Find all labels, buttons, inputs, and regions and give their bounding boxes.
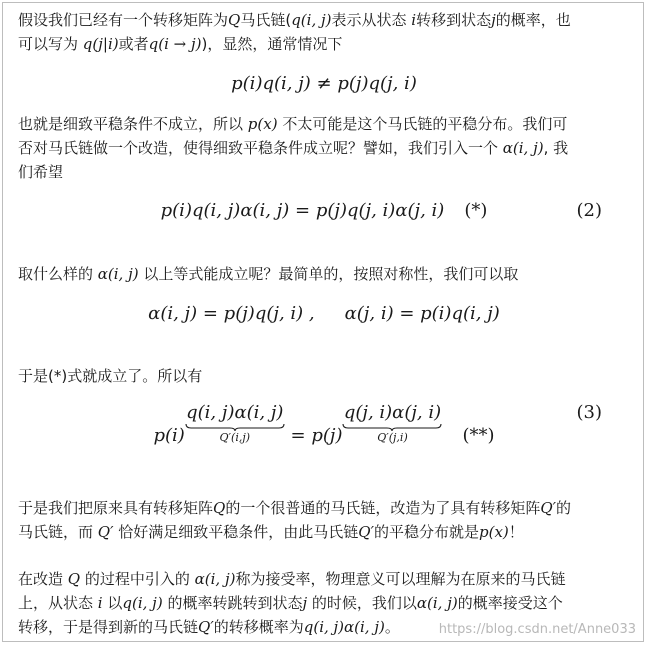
equation-3: p(i)q(i, j)α(i, j) Q′(i,j) = p(j)q(j, i)α(j, i) Q′(j,i) (**)	[153, 402, 495, 446]
paragraph-3: 取什么样的 α(i, j) 以上等式能成立呢？最简单的，按照对称性，我们可以取	[18, 265, 519, 283]
paragraph-5: 于是我们把原来具有转移矩阵Q的一个很普通的马氏链，改造为了具有转移矩阵Q′的 马氏链，而 Q′ 恰好满足细致平稳条件，由此马氏链Q′的平稳分布就是p(x)！	[18, 499, 572, 541]
equation-alpha-choice: α(i, j) = p(j)q(j, i) , α(j, i) = p(i)q(i, j)	[148, 303, 500, 324]
paragraph-1: 假设我们已经有一个转移矩阵为Q马氏链(q(i, j)表示从状态 i转移到状态j的概率，也 可以写为 q(j|i)或者q(i → j))，显然，通常情况下	[18, 11, 571, 53]
equation-2: p(i)q(i, j)α(i, j) = p(j)q(j, i)α(j, i) (*)	[160, 200, 488, 221]
equation-3-number: (3)	[576, 402, 602, 423]
underbrace-left: q(i, j)α(i, j) Q′(i,j)	[186, 402, 284, 444]
paragraph-4: 于是(*)式就成立了。所以有	[18, 367, 203, 385]
underbrace-right: q(j, i)α(j, i) Q′(j,i)	[343, 402, 442, 444]
equation-inequality: p(i)q(i, j) ≠ p(j)q(j, i)	[231, 73, 417, 94]
watermark-url: https://blog.csdn.net/Anne033	[438, 622, 636, 637]
equation-2-number: (2)	[576, 200, 602, 221]
paragraph-2: 也就是细致平稳条件不成立，所以 p(x) 不太可能是这个马氏链的平稳分布。我们可 否对马氏链做一个改造，使得细致平稳条件成立呢？譬如，我们引入一个 α(i, j), 我 们希望	[18, 115, 569, 181]
paragraph-6: 在改造 Q 的过程中引入的 α(i, j)称为接受率，物理意义可以理解为在原来的马氏链 上，从状态 i 以q(i, j) 的概率转跳转到状态j 的时候，我们以α(i, j)的概率接受这个 转移，于是得到新的马氏链Q′的转移概率为q(i, j)α(i, j)。	[18, 570, 566, 636]
